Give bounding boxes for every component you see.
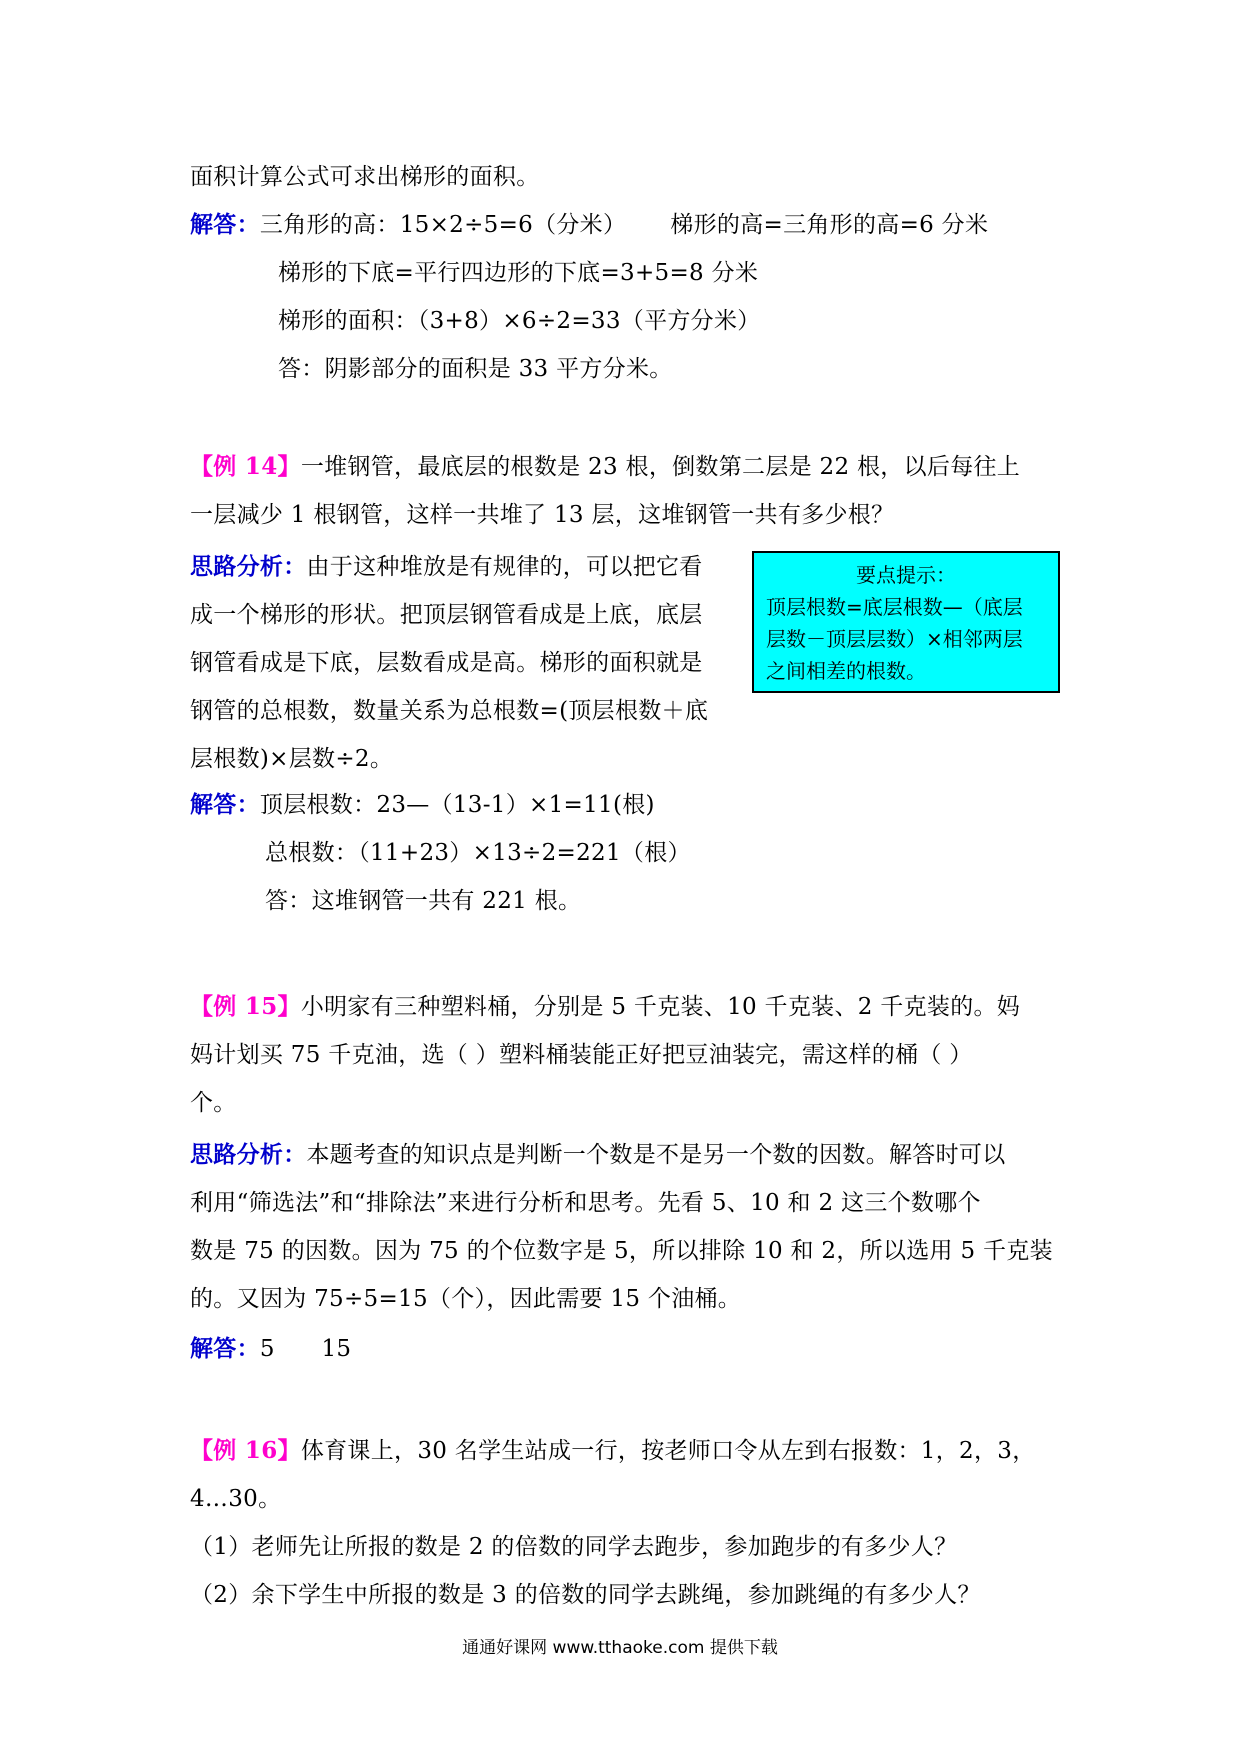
ex15-question-1	[190, 992, 1070, 1022]
ex15-question-2: 妈计划买 75 千克油，选（ ）塑料桶装能正好把豆油装完，需这样的桶（ ）	[190, 1042, 973, 1068]
ex14-s1: 顶层根数：23—（13-1）×1=11(根)	[259, 792, 655, 818]
ex14-tip-line-1: 顶层根数=底层根数—（底层	[766, 595, 1023, 619]
ex15-answer	[190, 1334, 1070, 1364]
ex15-a1: 本题考查的知识点是判断一个数是不是另一个数的因数。解答时可以	[306, 1142, 1006, 1168]
ex15-analysis-2: 利用“筛选法”和“排除法”来进行分析和思考。先看 5、10 和 2 这三个数哪个	[190, 1190, 981, 1216]
ex14-tip-line-2: 层数－顶层层数）×相邻两层	[766, 627, 1023, 651]
ex14-tag: 【例 14】	[190, 453, 301, 480]
ex15-question-3: 个。	[190, 1090, 237, 1116]
ex16-q1: 体育课上，30 名学生站成一行，按老师口令从左到右报数：1，2，3，	[300, 1438, 1036, 1464]
answer-line-3: 梯形的面积：（3+8）×6÷2=33（平方分米）	[278, 308, 761, 334]
ex15-analysis-3: 数是 75 的因数。因为 75 的个位数字是 5，所以排除 10 和 2，所以选用 5 千克装	[190, 1238, 1053, 1264]
ex14-analysis-2: 成一个梯形的形状。把顶层钢管看成是上底，底层	[190, 602, 703, 628]
ex14-tip-line-3: 之间相差的根数。	[766, 659, 926, 683]
answer-line-2: 梯形的下底=平行四边形的下底=3+5=8 分米	[278, 260, 759, 286]
ex15-answer-text: 5 15	[259, 1336, 352, 1362]
ex15-analysis-1	[190, 1140, 1070, 1170]
ex15-analysis-label: 思路分析：	[190, 1141, 307, 1168]
line-intro: 面积计算公式可求出梯形的面积。	[190, 164, 540, 190]
ex16-question-4: （2）余下学生中所报的数是 3 的倍数的同学去跳绳，参加跳绳的有多少人？	[190, 1582, 981, 1608]
ex14-answer-label: 解答：	[190, 791, 260, 818]
ex14-answer-2: 总根数：（11+23）×13÷2=221（根）	[265, 840, 691, 866]
ex14-a1: 由于这种堆放是有规律的，可以把它看	[306, 554, 703, 580]
ex14-tip-box	[752, 551, 1060, 693]
ex16-tag: 【例 16】	[190, 1437, 301, 1464]
ex14-analysis-5: 层根数)×层数÷2。	[190, 746, 394, 772]
ex15-q1: 小明家有三种塑料桶，分别是 5 千克装、10 千克装、2 千克装的。妈	[300, 994, 1021, 1020]
ex16-question-2: 4…30。	[190, 1486, 282, 1512]
answer-line-4: 答：阴影部分的面积是 33 平方分米。	[278, 356, 673, 382]
answer-text-a: 三角形的高：15×2÷5=6（分米）	[259, 212, 627, 238]
ex14-analysis-3: 钢管看成是下底，层数看成是高。梯形的面积就是	[190, 650, 703, 676]
ex14-answer-3: 答：这堆钢管一共有 221 根。	[265, 888, 582, 914]
ex15-tag: 【例 15】	[190, 993, 301, 1020]
answer-label: 解答：	[190, 211, 260, 238]
answer-text-b: 梯形的高=三角形的高=6 分米	[670, 212, 989, 238]
answer-line-1	[190, 210, 1070, 240]
ex14-analysis-4: 钢管的总根数，数量关系为总根数=(顶层根数＋底	[190, 698, 709, 724]
ex14-question-2: 一层减少 1 根钢管，这样一共堆了 13 层，这堆钢管一共有多少根？	[190, 502, 895, 528]
ex15-analysis-4: 的。又因为 75÷5=15（个），因此需要 15 个油桶。	[190, 1286, 742, 1312]
ex14-answer-1	[190, 790, 1070, 820]
page-footer: 通通好课网 www.tthaoke.com 提供下载	[462, 1638, 778, 1658]
ex14-question-1	[190, 452, 1070, 482]
ex15-answer-label: 解答：	[190, 1335, 260, 1362]
ex14-analysis-label: 思路分析：	[190, 553, 307, 580]
ex16-question-1	[190, 1436, 1070, 1466]
ex16-question-3: （1）老师先让所报的数是 2 的倍数的同学去跑步，参加跑步的有多少人？	[190, 1534, 958, 1560]
ex14-q1: 一堆钢管，最底层的根数是 23 根，倒数第二层是 22 根，以后每往上	[300, 454, 1021, 480]
ex14-tip-title: 要点提示：	[856, 563, 956, 587]
